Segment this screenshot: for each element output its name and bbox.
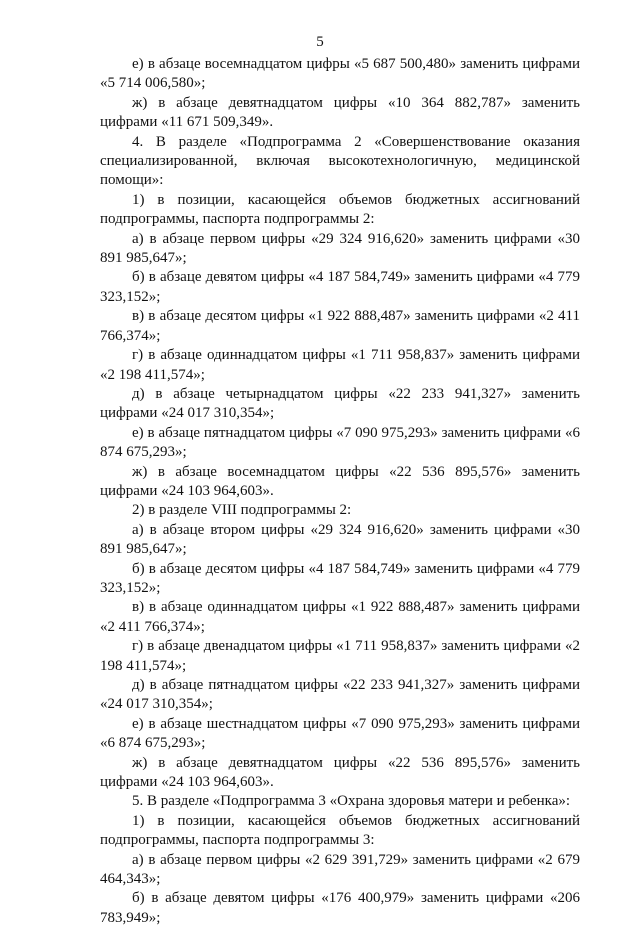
section-4-item-2-zh: ж) в абзаце девятнадцатом цифры «22 536 895,576» заменить цифрами «24 103 964,603». xyxy=(100,754,580,791)
paragraph-4-zh: ж) в абзаце девятнадцатом цифры «10 364 882,787» заменить цифрами «11 671 509,349». xyxy=(100,94,580,131)
section-4-item-2-d: д) в абзаце пятнадцатом цифры «22 233 941,327» заменить цифрами «24 017 310,354»; xyxy=(100,677,580,713)
section-4-item-1-a: а) в абзаце первом цифры «29 324 916,620» заменить цифрами «30 891 985,647»; xyxy=(100,230,580,267)
paragraph-4-e: е) в абзаце восемнадцатом цифры «5 687 500,480» заменить цифрами «5 714 006,580»; xyxy=(100,56,580,92)
section-5-item-1-a: а) в абзаце первом цифры «2 629 391,729» заменить цифрами «2 679 464,343»; xyxy=(100,851,580,888)
section-4-item-1-d: д) в абзаце четырнадцатом цифры «22 233 941,327» заменить цифрами «24 017 310,354»; xyxy=(100,385,580,422)
section-5-heading: 5. В разделе «Подпрограмма 3 «Охрана здоровья матери и ребенка»: xyxy=(132,793,571,810)
section-4-item-1-e: е) в абзаце пятнадцатом цифры «7 090 975,293» заменить цифрами «6 874 675,293»; xyxy=(100,424,580,461)
section-4-item-2: 2) в разделе VIII подпрограммы 2: xyxy=(132,502,352,519)
section-4-item-2-v: в) в абзаце одиннадцатом цифры «1 922 888,487» заменить цифрами «2 411 766,374»; xyxy=(100,599,580,635)
page-number: 5 xyxy=(316,34,324,50)
section-4-item-1-zh: ж) в абзаце восемнадцатом цифры «22 536 895,576» заменить цифрами «24 103 964,603». xyxy=(100,463,580,499)
section-4-item-2-e: е) в абзаце шестнадцатом цифры «7 090 975,293» заменить цифрами «6 874 675,293»; xyxy=(100,715,580,752)
section-4-item-2-a: а) в абзаце втором цифры «29 324 916,620» заменить цифрами «30 891 985,647»; xyxy=(100,521,580,558)
section-4-item-1: 1) в позиции, касающейся объемов бюджетных ассигнований подпрограммы, паспорта подпрограммы 2: xyxy=(100,191,580,228)
document-body xyxy=(100,55,580,928)
section-5-item-1: 1) в позиции, касающейся объемов бюджетных ассигнований подпрограммы, паспорта подпрограммы 3: xyxy=(100,812,580,849)
section-4-item-2-b: б) в абзаце десятом цифры «4 187 584,749» заменить цифрами «4 779 323,152»; xyxy=(100,560,580,596)
section-4-item-1-g: г) в абзаце одиннадцатом цифры «1 711 958,837» заменить цифрами «2 198 411,574»; xyxy=(100,347,580,383)
section-4-item-2-g: г) в абзаце двенадцатом цифры «1 711 958,837» заменить цифрами «2 198 411,574»; xyxy=(100,638,580,674)
section-4-item-1-b: б) в абзаце девятом цифры «4 187 584,749» заменить цифрами «4 779 323,152»; xyxy=(100,269,580,305)
section-4-heading: 4. В разделе «Подпрограмма 2 «Совершенствование оказания специализированной, включая высокотехнологичную, медицинской помощи»: xyxy=(100,133,580,189)
section-5-item-1-b: б) в абзаце девятом цифры «176 400,979» заменить цифрами «206 783,949»; xyxy=(100,890,580,926)
section-4-item-1-v: в) в абзаце десятом цифры «1 922 888,487» заменить цифрами «2 411 766,374»; xyxy=(100,308,580,344)
